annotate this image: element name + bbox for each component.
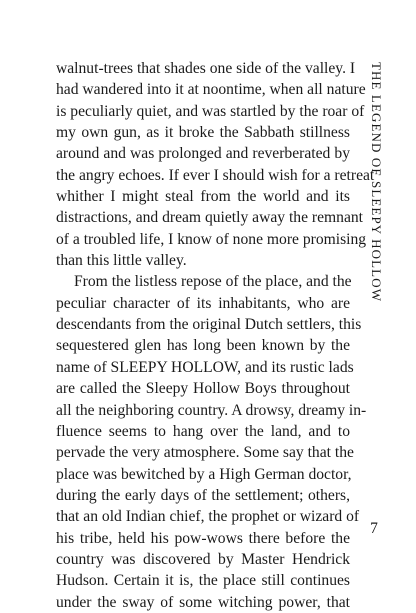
body-text [56, 58, 375, 613]
text-line: distractions, and dream quietly away the remnant [56, 209, 364, 227]
paragraph-2 [56, 271, 367, 613]
text-line: country was discovered by Master Hendrick [56, 550, 350, 568]
text-line: around and was prolonged and reverberated by [56, 145, 350, 163]
text-line: of a troubled life, I know of none more promising [56, 230, 367, 248]
text-line: pervade the very atmosphere. Some say that the [56, 444, 354, 462]
text-line: walnut-trees that shades one side of the valley. I [56, 60, 356, 77]
text-line: under the sway of some witching power, that [56, 593, 350, 611]
text-line: is peculiarly quiet, and was startled by the roar of [56, 102, 365, 120]
page-number: 7 [370, 520, 378, 537]
paragraph-1 [56, 58, 375, 271]
text-line: had wandered into it at noontime, when all nature [56, 81, 366, 99]
text-line: sequestered glen has long been known by the [56, 337, 350, 355]
text-line: the angry echoes. If ever I should wish for a retreat [56, 166, 375, 184]
text-line: From the listless repose of the place, and the [74, 273, 352, 291]
text-line: that an old Indian chief, the prophet or wizard of [56, 508, 360, 526]
text-line: place was bewitched by a High German doctor, [56, 465, 352, 483]
text-line: whither I might steal from the world and its [56, 188, 350, 206]
text-line: Hudson. Certain it is, the place still continues [56, 572, 350, 590]
text-line: peculiar character of its inhabitants, who are [56, 294, 350, 312]
text-line: during the early days of the settlement; others, [56, 486, 350, 504]
text-line: all the neighboring country. A drowsy, dreamy in- [56, 401, 367, 419]
text-line: name of SLEEPY HOLLOW, and its rustic lads [56, 358, 354, 376]
text-line: are called the Sleepy Hollow Boys throughout [56, 380, 350, 398]
running-head: THE LEGEND OF SLEEPY HOLLOW [369, 62, 384, 303]
text-line: fluence seems to hang over the land, and to [56, 422, 350, 440]
text-line: my own gun, as it broke the Sabbath stillness [56, 124, 350, 142]
text-line: his tribe, held his pow-wows there before the [56, 529, 350, 547]
text-line: descendants from the original Dutch settlers, this [56, 316, 362, 334]
text-line: than this little valley. [56, 252, 187, 270]
